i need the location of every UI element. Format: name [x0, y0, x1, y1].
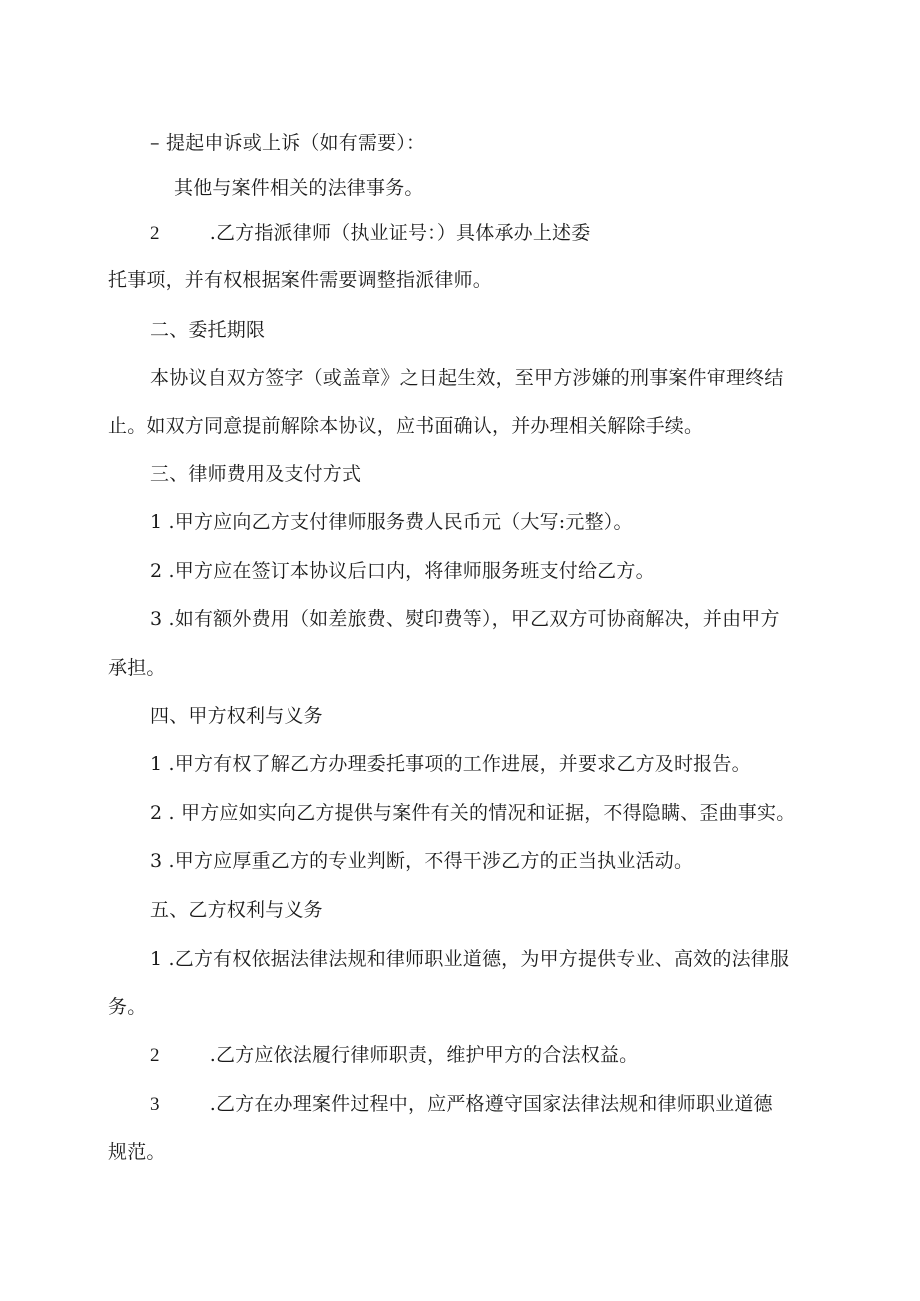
clause-1-2-line-1: [150, 221, 590, 246]
party-a-clause-2: 2 . 甲方应如实向乙方提供与案件有关的情况和证据，不得隐瞒、歪曲事实。: [150, 802, 796, 824]
clause-text: .乙方在办理案件过程中，应严格遵守国家法律法规和律师职业道德: [209, 1093, 773, 1115]
clause-number: 2: [150, 1045, 160, 1066]
clause-number: 2: [150, 223, 160, 244]
party-b-clause-3-line-2: 规范。: [108, 1141, 166, 1163]
section-heading-3: 三、律师费用及支付方式: [150, 463, 362, 485]
list-item-appeal: – 提起申诉或上诉（如有需要）：: [150, 132, 426, 154]
clause-text: .乙方指派律师（执业证号：）具体承办上述委: [209, 222, 591, 244]
fee-clause-3-line-1: 3 .如有额外费用（如差旅费、熨印费等），甲乙双方可协商解决，并由甲方: [150, 608, 780, 630]
paragraph-term-line-2: 止。如双方同意提前解除本协议，应书面确认，并办理相关解除手续。: [108, 415, 704, 437]
clause-number: 3: [150, 1094, 160, 1115]
section-heading-2: 二、委托期限: [150, 319, 266, 341]
fee-clause-2: 2 .甲方应在签订本协议后口内，将律师服务班支付给乙方。: [150, 560, 655, 582]
party-b-clause-2: [150, 1043, 638, 1068]
clause-1-2-line-2: 托事项，并有权根据案件需要调整指派律师。: [108, 269, 493, 291]
party-b-clause-1-line-1: 1 .乙方有权依据法律法规和律师职业道德，为甲方提供专业、高效的法律服: [150, 948, 790, 970]
paragraph-term-line-1: 本协议自双方签字（或盖章》之日起生效，至甲方涉嫌的刑事案件审理终结: [150, 367, 784, 389]
clause-text: .乙方应依法履行律师职责，维护甲方的合法权益。: [209, 1044, 639, 1066]
fee-clause-1: 1 .甲方应向乙方支付律师服务费人民币元（大写:元整）。: [150, 511, 633, 533]
party-a-clause-3: 3 .甲方应厚重乙方的专业判断，不得干涉乙方的正当执业活动。: [150, 850, 694, 872]
party-a-clause-1: 1 .甲方有权了解乙方办理委托事项的工作进展，并要求乙方及时报告。: [150, 753, 751, 775]
party-b-clause-1-line-2: 务。: [108, 996, 147, 1018]
fee-clause-3-line-2: 承担。: [108, 657, 166, 679]
section-heading-5: 五、乙方权利与义务: [150, 899, 323, 921]
list-item-other-matters: 其他与案件相关的法律事务。: [174, 177, 424, 199]
party-b-clause-3-line-1: [150, 1092, 773, 1117]
section-heading-4: 四、甲方权利与义务: [150, 705, 323, 727]
